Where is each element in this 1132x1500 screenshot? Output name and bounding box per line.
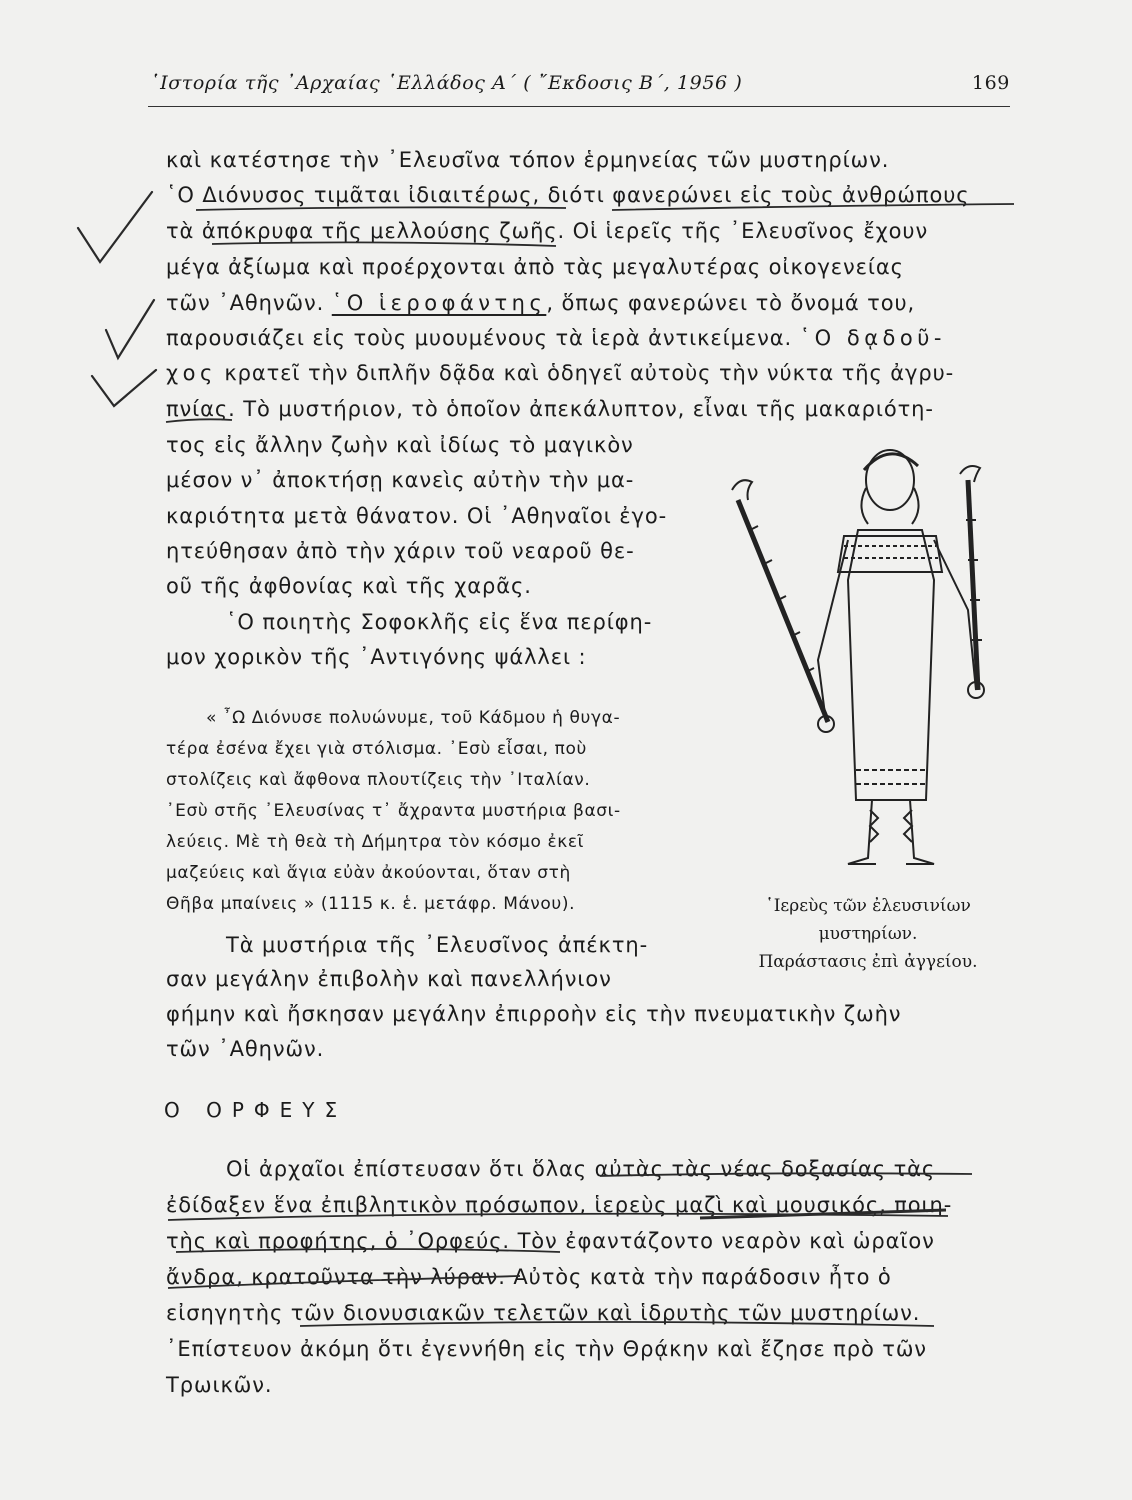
text-line: σαν μεγάλην ἐπιβολὴν καὶ πανελλήνιον xyxy=(166,967,612,991)
text-line: ᾿Επίστευον ἀκόμη ὅτι ἐγεννήθη εἰς τὴν Θρᾴκην καὶ ἔζησε πρὸ τῶν xyxy=(166,1337,927,1361)
text-line: Τὰ μυστήρια τῆς ᾿Ελευσῖνος ἀπέκτη- xyxy=(226,933,649,957)
section-heading-orpheus: Ο ΟΡΦΕΥΣ xyxy=(164,1098,348,1122)
text-line: ῾Ο Διόνυσος τιμᾶται ἰδιαιτέρως, διότι φανερώνει εἰς τοὺς ἀνθρώπους xyxy=(166,183,970,207)
text-line: καριότητα μετὰ θάνατον. Οἱ ᾿Αθηναῖοι ἐγο- xyxy=(166,504,668,528)
term-hierophant: ῾Ο ἱεροφάντης xyxy=(331,291,547,315)
caption-line: Παράστασις ἐπὶ ἀγγείου. xyxy=(758,952,978,972)
quote-line: μαζεύεις καὶ ἅγια εὐὰν ἀκούονται, ὅταν στὴ xyxy=(166,863,571,883)
text-line: μέσον ν᾿ ἀποκτήσῃ κανεὶς αὐτὴν τὴν μα- xyxy=(166,468,635,492)
quote-line: ᾿Εσὺ στῆς ᾿Ελευσίνας τ᾿ ἄχραντα μυστήρια βασι- xyxy=(166,801,621,821)
quote-line: Θῆβα μπαίνεις » (1115 κ. ἑ. μετάφρ. Μάνου). xyxy=(166,894,576,914)
running-header xyxy=(150,72,1010,94)
quote-line: στολίζεις καὶ ἄφθονα πλουτίζεις τὴν ᾿Ιταλίαν. xyxy=(166,770,591,790)
text-line: μον χορικὸν τῆς ᾿Αντιγόνης ψάλλει : xyxy=(166,645,587,669)
text-line: χος κρατεῖ τὴν διπλῆν δᾷδα καὶ ὁδηγεῖ αὐτοὺς τὴν νύκτα τῆς ἀγρυ- xyxy=(166,361,955,385)
caption-line: μυστηρίων. xyxy=(818,924,918,944)
term-dadouchos: ῾Ο δᾳδοῦ- xyxy=(799,326,946,350)
text-line: τὴς καὶ προφήτης, ὁ ᾿Ορφεύς. Τὸν ἐφαντάζοντο νεαρὸν καὶ ὡραῖον xyxy=(166,1229,935,1253)
text-line: τῶν ᾿Αθηνῶν. ῾Ο ἱεροφάντης, ὅπως φανερώνει τὸ ὄνομά του, xyxy=(166,291,916,315)
text-line: φήμην καὶ ἤσκησαν μεγάλην ἐπιρροὴν εἰς τὴν πνευματικὴν ζωὴν xyxy=(166,1002,902,1026)
text-line: πνίας. Τὸ μυστήριον, τὸ ὁποῖον ἀπεκάλυπτον, εἶναι τῆς μακαριότη- xyxy=(166,397,934,421)
text-line: εἰσηγητὴς τῶν διονυσιακῶν τελετῶν καὶ ἱδρυτὴς τῶν μυστηρίων. xyxy=(166,1301,921,1325)
text-line: τος εἰς ἄλλην ζωὴν καὶ ἰδίως τὸ μαγικὸν xyxy=(166,433,634,457)
quote-line: « ῏Ω Διόνυσε πολυώνυμε, τοῦ Κάδμου ἡ θυγα- xyxy=(206,708,621,728)
text-line: οῦ τῆς ἀφθονίας καὶ τῆς χαρᾶς. xyxy=(166,574,532,598)
quote-line: λεύεις. Μὲ τὴ θεὰ τὴ Δήμητρα τὸν κόσμο ἐκεῖ xyxy=(166,832,585,852)
text-line: τῶν ᾿Αθηνῶν. xyxy=(166,1037,325,1061)
text-line: μέγα ἀξίωμα καὶ προέρχονται ἀπὸ τὰς μεγαλυτέρας οἰκογενείας xyxy=(166,255,904,279)
text-line: τὰ ἀπόκρυφα τῆς μελλούσης ζωῆς. Οἱ ἱερεῖς τῆς ᾿Ελευσῖνος ἔχουν xyxy=(166,219,929,243)
priest-illustration xyxy=(720,440,1020,870)
page-number: 169 xyxy=(971,72,1010,94)
margin-check-marks xyxy=(60,180,160,440)
text-line: ῾Ο ποιητὴς Σοφοκλῆς εἰς ἕνα περίφη- xyxy=(226,610,653,634)
text-line: ἐδίδαξεν ἕνα ἐπιβλητικὸν πρόσωπον, ἱερεὺς μαζὶ καὶ μουσικός, ποιη- xyxy=(166,1193,953,1217)
text-line: Οἱ ἀρχαῖοι ἐπίστευσαν ὅτι ὅλας αὐτὰς τὰς νέας δοξασίας τὰς xyxy=(226,1157,936,1181)
text-line: καὶ κατέστησε τὴν ᾿Ελευσῖνα τόπον ἑρμηνείας τῶν μυστηρίων. xyxy=(166,148,890,172)
caption-line: ῾Ιερεὺς τῶν ἐλευσινίων xyxy=(765,896,971,916)
text-line: ητεύθησαν ἀπὸ τὴν χάριν τοῦ νεαροῦ θε- xyxy=(166,539,635,563)
figure-caption xyxy=(738,892,998,976)
header-rule xyxy=(148,106,1010,107)
text-line: παρουσιάζει εἰς τοὺς μυουμένους τὰ ἱερὰ ἀντικείμενα. ῾Ο δᾳδοῦ- xyxy=(166,326,946,350)
header-title: ῾Ιστορία τῆς ᾿Αρχαίας ῾Ελλάδος Α΄ ( ῎Εκδοσις Β΄, 1956 ) xyxy=(150,72,743,94)
text-line: Τρωικῶν. xyxy=(166,1373,273,1397)
text-line: ἄνδρα, κρατοῦντα τὴν λύραν. Αὐτὸς κατὰ τὴν παράδοσιν ἦτο ὁ xyxy=(166,1265,892,1289)
quote-line: τέρα ἐσένα ἔχει γιὰ στόλισμα. ᾿Εσὺ εἶσαι, ποὺ xyxy=(166,739,587,759)
